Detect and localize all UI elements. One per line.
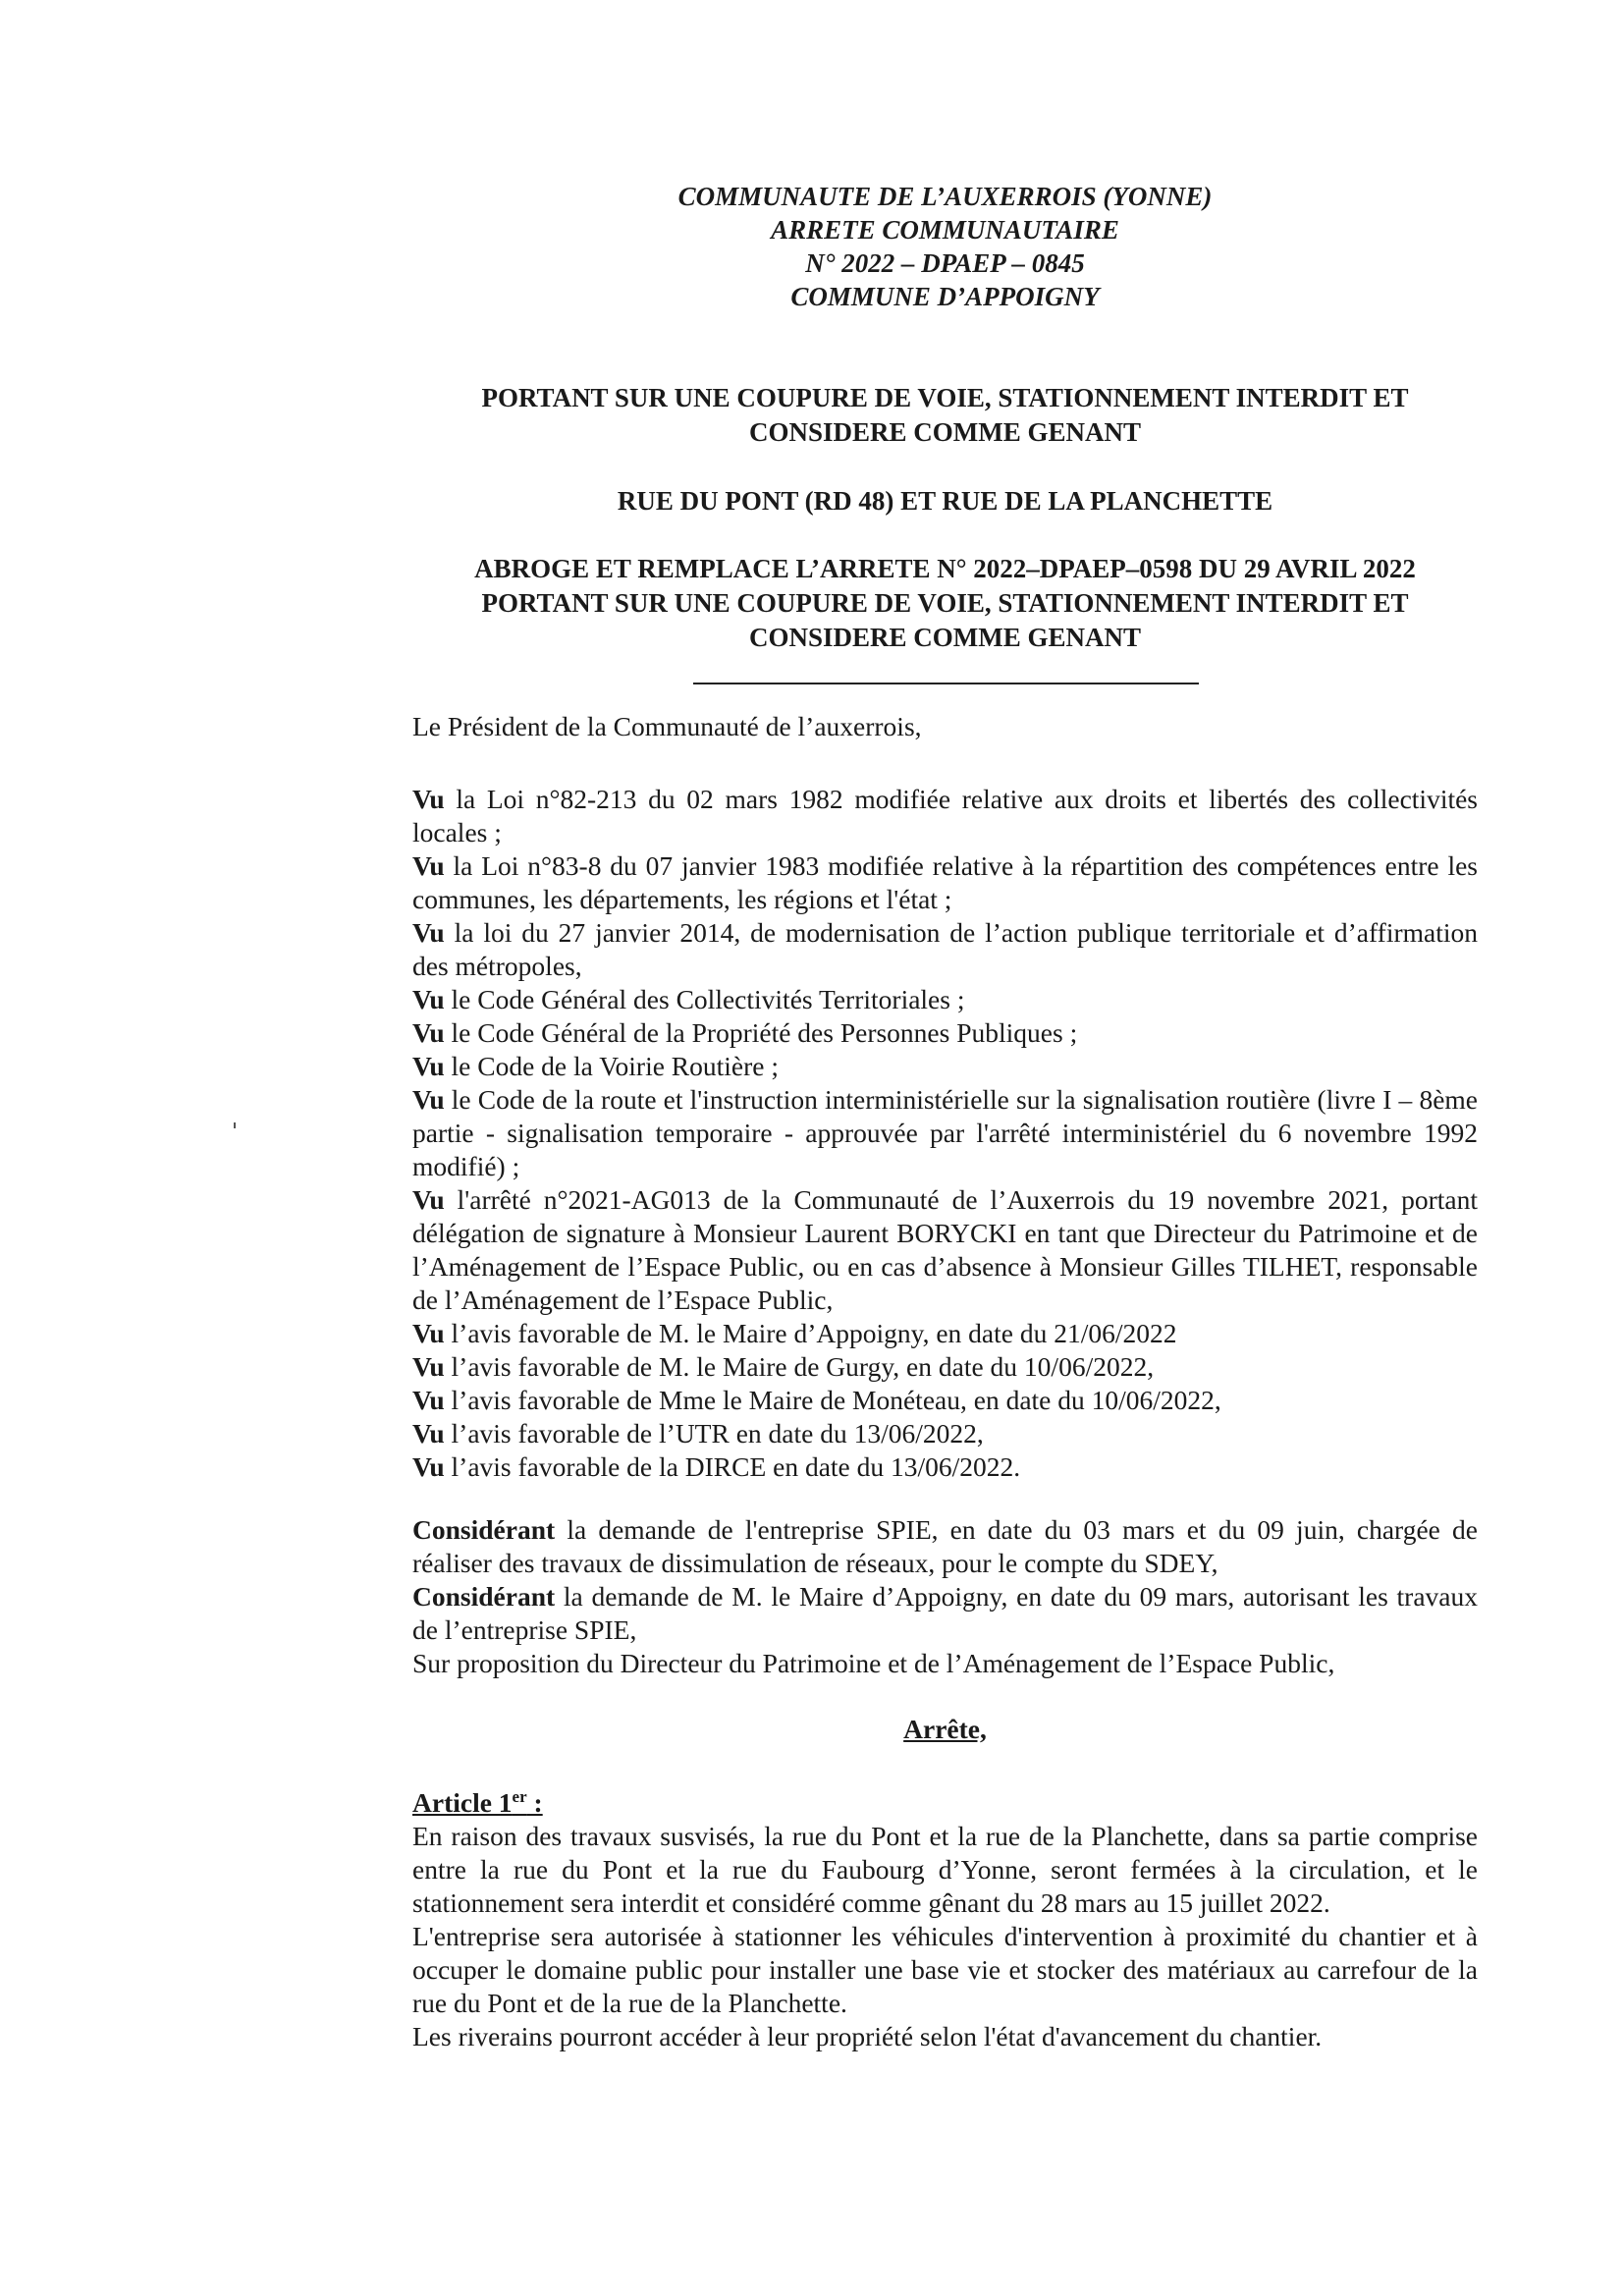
object-title-line: PORTANT SUR UNE COUPURE DE VOIE, STATIONNEMENT INTERDIT ET xyxy=(481,383,1409,412)
vu-item-text: la loi du 27 janvier 2014, de modernisation de l’action publique territoriale et d’affirmation des métropoles, xyxy=(412,917,1479,981)
header-act-number: N° 2022 – DPAEP – 0845 xyxy=(805,248,1085,278)
vu-item-label: Vu xyxy=(412,1385,445,1415)
article-1 xyxy=(412,1780,1478,2053)
article-1-title-suffix: : xyxy=(526,1787,543,1819)
vu-item xyxy=(412,1417,1478,1450)
vu-item xyxy=(412,1350,1478,1384)
abrogation-title xyxy=(0,552,1623,655)
vu-item-label: Vu xyxy=(412,984,445,1014)
streets-title xyxy=(0,484,1623,519)
article-1-title-text: Article 1 xyxy=(412,1787,513,1819)
header-act-type: ARRETE COMMUNAUTAIRE xyxy=(771,215,1119,245)
header-authority: COMMUNAUTE DE L’AUXERROIS (YONNE) xyxy=(677,182,1213,211)
vu-item-text: le Code de la route et l'instruction interministérielle sur la signalisation routière (livre I – 8ème partie - signalisation temporaire - approuvée par l'arrêté interministériel du 6 novembre 1992 modifié) ; xyxy=(412,1084,1478,1181)
vu-item xyxy=(412,983,1478,1016)
vu-item-label: Vu xyxy=(412,1084,445,1115)
considerant-list xyxy=(412,1513,1478,1680)
article-1-paragraphs xyxy=(412,1820,1478,2053)
considerant-item-text: la demande de l'entreprise SPIE, en date du 03 mars et du 09 juin, chargée de réaliser des travaux de dissimulation de réseaux, pour le compte du SDEY, xyxy=(412,1514,1478,1578)
vu-item-text: l’avis favorable de l’UTR en date du 13/06/2022, xyxy=(451,1418,984,1449)
vu-item-text: la Loi n°82-213 du 02 mars 1982 modifiée relative aux droits et libertés des collectivités locales ; xyxy=(412,784,1479,847)
vu-item xyxy=(412,1050,1478,1083)
separator-rule xyxy=(693,683,1199,684)
article-1-paragraph: En raison des travaux susvisés, la rue du Pont et la rue de la Planchette, dans sa partie comprise entre la rue du Pont et la rue du Faubourg d’Yonne, seront fermées à la circulation, et le stationnement sera interdit et considéré comme gênant du 28 mars au 15 juillet 2022. xyxy=(412,1821,1478,1919)
vu-item-text: le Code Général de la Propriété des Personnes Publiques ; xyxy=(451,1017,1078,1048)
vu-item-label: Vu xyxy=(412,850,445,881)
abrogation-title-line: ABROGE ET REMPLACE L’ARRETE N° 2022–DPAEP–0598 DU 29 AVRIL 2022 xyxy=(474,554,1416,583)
vu-item-text: le Code Général des Collectivités Territoriales ; xyxy=(451,984,965,1014)
vu-item-text: la Loi n°83-8 du 07 janvier 1983 modifiée relative à la répartition des compétences entre les communes, les départements, les régions et l'état ; xyxy=(412,850,1479,914)
vu-item xyxy=(412,1384,1478,1417)
considerant-item-label: Considérant xyxy=(412,1514,556,1545)
vu-item-label: Vu xyxy=(412,1451,445,1482)
abrogation-title-line: CONSIDERE COMME GENANT xyxy=(748,623,1142,652)
vu-item-text: l’avis favorable de Mme le Maire de Monéteau, en date du 10/06/2022, xyxy=(451,1385,1221,1415)
article-1-paragraph: L'entreprise sera autorisée à stationner les véhicules d'intervention à proximité du chantier et à occuper le domaine public pour installer une base vie et stocker des matériaux au carrefour de la rue du Pont et de la rue de la Planchette. xyxy=(412,1921,1478,2019)
header-commune: COMMUNE D’APPOIGNY xyxy=(790,282,1100,311)
vu-item-label: Vu xyxy=(412,1184,445,1215)
vu-item xyxy=(412,849,1478,916)
proposition-line: Sur proposition du Directeur du Patrimoine et de l’Aménagement de l’Espace Public, xyxy=(412,1648,1335,1678)
streets-title-line: RUE DU PONT (RD 48) ET RUE DE LA PLANCHETTE xyxy=(617,486,1273,516)
abrogation-title-line: PORTANT SUR UNE COUPURE DE VOIE, STATIONNEMENT INTERDIT ET xyxy=(481,588,1409,618)
vu-list xyxy=(412,783,1478,1484)
vu-item-text: l’avis favorable de la DIRCE en date du 13/06/2022. xyxy=(451,1451,1021,1482)
arrete-heading: Arrête, xyxy=(903,1714,987,1744)
vu-item-text: l’avis favorable de M. le Maire de Gurgy, en date du 10/06/2022, xyxy=(451,1351,1155,1382)
vu-item-label: Vu xyxy=(412,1051,445,1081)
article-1-title-sup: er xyxy=(512,1787,527,1806)
president-line xyxy=(412,710,1478,743)
vu-item-label: Vu xyxy=(412,1318,445,1348)
vu-item xyxy=(412,1317,1478,1350)
vu-item-label: Vu xyxy=(412,1017,445,1048)
president-text: Le Président de la Communauté de l’auxerrois, xyxy=(412,711,922,741)
vu-item-text: l'arrêté n°2021-AG013 de la Communauté de l’Auxerrois du 19 novembre 2021, portant délégation de signature à Monsieur Laurent BORYCKI en tant que Directeur du Patrimoine et de l’Aménagement de l’Espace Public, ou en cas d’absence à Monsieur Gilles TILHET, responsable de l’Aménagement de l’Espace Public, xyxy=(412,1184,1479,1315)
vu-item xyxy=(412,916,1478,983)
considerant-item-label: Considérant xyxy=(412,1581,556,1612)
vu-item-label: Vu xyxy=(412,1418,445,1449)
vu-item-label: Vu xyxy=(412,784,445,814)
vu-item xyxy=(412,1183,1478,1317)
object-title-line: CONSIDERE COMME GENANT xyxy=(748,417,1142,447)
vu-item-text: l’avis favorable de M. le Maire d’Appoigny, en date du 21/06/2022 xyxy=(451,1318,1177,1348)
object-title xyxy=(0,381,1623,450)
vu-item xyxy=(412,1450,1478,1484)
article-1-title xyxy=(412,1780,1478,1820)
vu-item-label: Vu xyxy=(412,917,445,948)
article-1-paragraph: Les riverains pourront accéder à leur propriété selon l'état d'avancement du chantier. xyxy=(412,2021,1323,2052)
considerant-item xyxy=(412,1580,1478,1647)
vu-item xyxy=(412,1083,1478,1183)
vu-item xyxy=(412,1016,1478,1050)
scan-mark xyxy=(234,1122,236,1128)
vu-item-text: le Code de la Voirie Routière ; xyxy=(451,1051,780,1081)
vu-item xyxy=(412,783,1478,849)
considerant-item xyxy=(412,1513,1478,1580)
considerant-item-text: la demande de M. le Maire d’Appoigny, en date du 09 mars, autorisant les travaux de l’entreprise SPIE, xyxy=(412,1581,1478,1645)
document-header xyxy=(0,180,1623,313)
vu-item-label: Vu xyxy=(412,1351,445,1382)
